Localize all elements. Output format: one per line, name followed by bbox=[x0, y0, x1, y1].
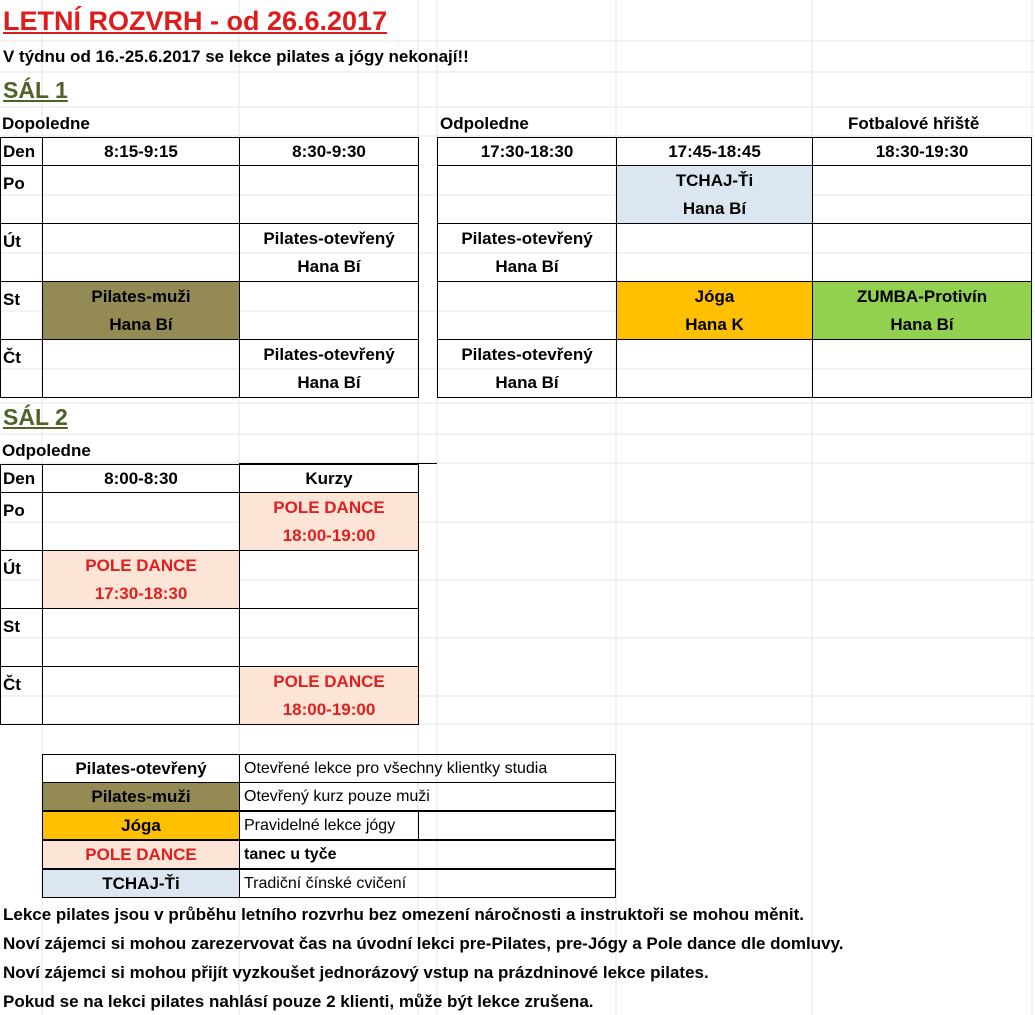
sal1-ut-pilates-pm bbox=[437, 223, 617, 282]
note-1: Lekce pilates jsou v průběhu letního rozvrhu bez omezení náročnosti a instruktoři se mohou měnit. bbox=[3, 905, 805, 924]
legend-tchaj-desc: Tradiční čínské cvičení bbox=[239, 869, 616, 898]
sal1-header-0815: 8:15-9:15 bbox=[42, 137, 240, 166]
sal1-header-1830: 18:30-19:30 bbox=[812, 137, 1032, 166]
teacher-name: Hana Bí bbox=[297, 373, 361, 393]
sal2-day-po: Po bbox=[0, 492, 43, 551]
legend-joga-desc-rest bbox=[418, 811, 616, 840]
legend-pole-dance-desc: tanec u tyče bbox=[239, 840, 616, 869]
sal1-fotbal-label: Fotbalové hřiště bbox=[848, 114, 980, 133]
sal1-ct-pilates bbox=[239, 339, 419, 398]
class-time: 18:00-19:00 bbox=[282, 700, 376, 720]
sal1-cell bbox=[812, 339, 1032, 398]
sal1-st-zumba bbox=[812, 281, 1032, 340]
sal1-header-0830: 8:30-9:30 bbox=[239, 137, 419, 166]
sal1-cell bbox=[239, 281, 419, 340]
sal1-ct-pilates-pm bbox=[437, 339, 617, 398]
sal1-day-ct: Čt bbox=[0, 339, 43, 398]
sal2-day-st: St bbox=[0, 608, 43, 667]
teacher-name: Hana Bí bbox=[890, 315, 954, 335]
sal2-cell bbox=[42, 492, 240, 551]
sal1-cell bbox=[616, 339, 813, 398]
sal1-cell bbox=[437, 165, 617, 224]
sal2-cell bbox=[239, 550, 419, 609]
sal1-header-den: Den bbox=[0, 137, 43, 166]
sal1-ut-pilates bbox=[239, 223, 419, 282]
class-name: POLE DANCE bbox=[85, 555, 197, 575]
sal1-cell bbox=[616, 223, 813, 282]
sal1-header-1745: 17:45-18:45 bbox=[616, 137, 813, 166]
class-name: Pilates-muži bbox=[91, 286, 191, 306]
sal1-po-tchaj bbox=[616, 165, 813, 224]
class-name: Pilates-otevřený bbox=[263, 344, 395, 364]
sal2-cell bbox=[239, 608, 419, 667]
sal2-cell bbox=[42, 666, 240, 725]
legend-pilates-muzi-desc: Otevřený kurz pouze muži bbox=[239, 782, 616, 811]
note-4: Pokud se na lekci pilates nahlásí pouze 2 klienti, může být lekce zrušena. bbox=[3, 992, 594, 1011]
sal2-header-0800: 8:00-8:30 bbox=[42, 464, 240, 493]
legend-pilates-otevreny-desc: Otevřené lekce pro všechny klientky studia bbox=[239, 754, 616, 783]
class-name: Pilates-otevřený bbox=[263, 228, 395, 248]
legend-pilates-muzi: Pilates-muži bbox=[42, 782, 240, 811]
legend-joga: Jóga bbox=[42, 811, 240, 840]
teacher-name: Hana Bí bbox=[109, 315, 173, 335]
class-name: Pilates-otevřený bbox=[461, 228, 593, 248]
sal1-header-1730: 17:30-18:30 bbox=[437, 137, 617, 166]
sal2-ut-pole-dance bbox=[42, 550, 240, 609]
sal1-cell bbox=[42, 223, 240, 282]
class-name: Jóga bbox=[694, 286, 735, 306]
note-2: Noví zájemci si mohou zarezervovat čas na úvodní lekci pre-Pilates, pre-Jógy a Pole dance dle domluvy. bbox=[3, 934, 844, 953]
legend-pole-dance: POLE DANCE bbox=[42, 840, 240, 869]
teacher-name: Hana Bí bbox=[297, 257, 361, 277]
sal2-ct-pole-dance bbox=[239, 666, 419, 725]
sal1-day-po: Po bbox=[0, 165, 43, 224]
class-time: 18:00-19:00 bbox=[282, 526, 376, 546]
sal2-cell bbox=[42, 608, 240, 667]
sal1-cell bbox=[812, 165, 1032, 224]
sal1-dopoledne-label: Dopoledne bbox=[2, 114, 90, 133]
teacher-name: Hana Bí bbox=[495, 373, 559, 393]
class-time: 17:30-18:30 bbox=[94, 584, 188, 604]
sal1-cell bbox=[42, 339, 240, 398]
sal2-odpoledne-label: Odpoledne bbox=[2, 441, 91, 460]
sal1-day-ut: Út bbox=[0, 223, 43, 282]
sal1-cell bbox=[812, 223, 1032, 282]
teacher-name: Hana Bí bbox=[682, 199, 747, 219]
sal1-cell bbox=[239, 165, 419, 224]
sal2-heading: SÁL 2 bbox=[3, 404, 68, 430]
closure-notice: V týdnu od 16.-25.6.2017 se lekce pilates a jógy nekonají!! bbox=[3, 47, 469, 66]
teacher-name: Hana Bí bbox=[495, 257, 559, 277]
sal2-header-den: Den bbox=[0, 464, 43, 493]
class-name: POLE DANCE bbox=[273, 497, 385, 517]
sal1-st-joga bbox=[616, 281, 813, 340]
class-name: Pilates-otevřený bbox=[461, 344, 593, 364]
class-name: TCHAJ-Ťi bbox=[675, 170, 754, 190]
legend-pilates-otevreny: Pilates-otevřený bbox=[42, 754, 240, 783]
sal1-heading: SÁL 1 bbox=[3, 77, 68, 103]
sal2-po-pole-dance bbox=[239, 492, 419, 551]
sal1-cell bbox=[437, 281, 617, 340]
legend-tchaj: TCHAJ-Ťi bbox=[42, 869, 240, 898]
sal1-day-st: St bbox=[0, 281, 43, 340]
teacher-name: Hana K bbox=[685, 315, 744, 335]
sal1-st-pilates-muzi bbox=[42, 281, 240, 340]
page-title: LETNÍ ROZVRH - od 26.6.2017 bbox=[3, 6, 388, 36]
sal1-cell bbox=[42, 165, 240, 224]
note-3: Noví zájemci si mohou přijít vyzkoušet jednorázový vstup na prázdninové lekce pilates. bbox=[3, 963, 709, 982]
sal2-day-ut: Út bbox=[0, 550, 43, 609]
class-name: POLE DANCE bbox=[273, 671, 385, 691]
class-name: ZUMBA-Protivín bbox=[856, 286, 988, 306]
sal2-header-kurzy: Kurzy bbox=[239, 464, 419, 493]
sal2-day-ct: Čt bbox=[0, 666, 43, 725]
sal1-odpoledne-label: Odpoledne bbox=[440, 114, 529, 133]
legend-joga-desc: Pravidelné lekce jógy bbox=[239, 811, 419, 840]
